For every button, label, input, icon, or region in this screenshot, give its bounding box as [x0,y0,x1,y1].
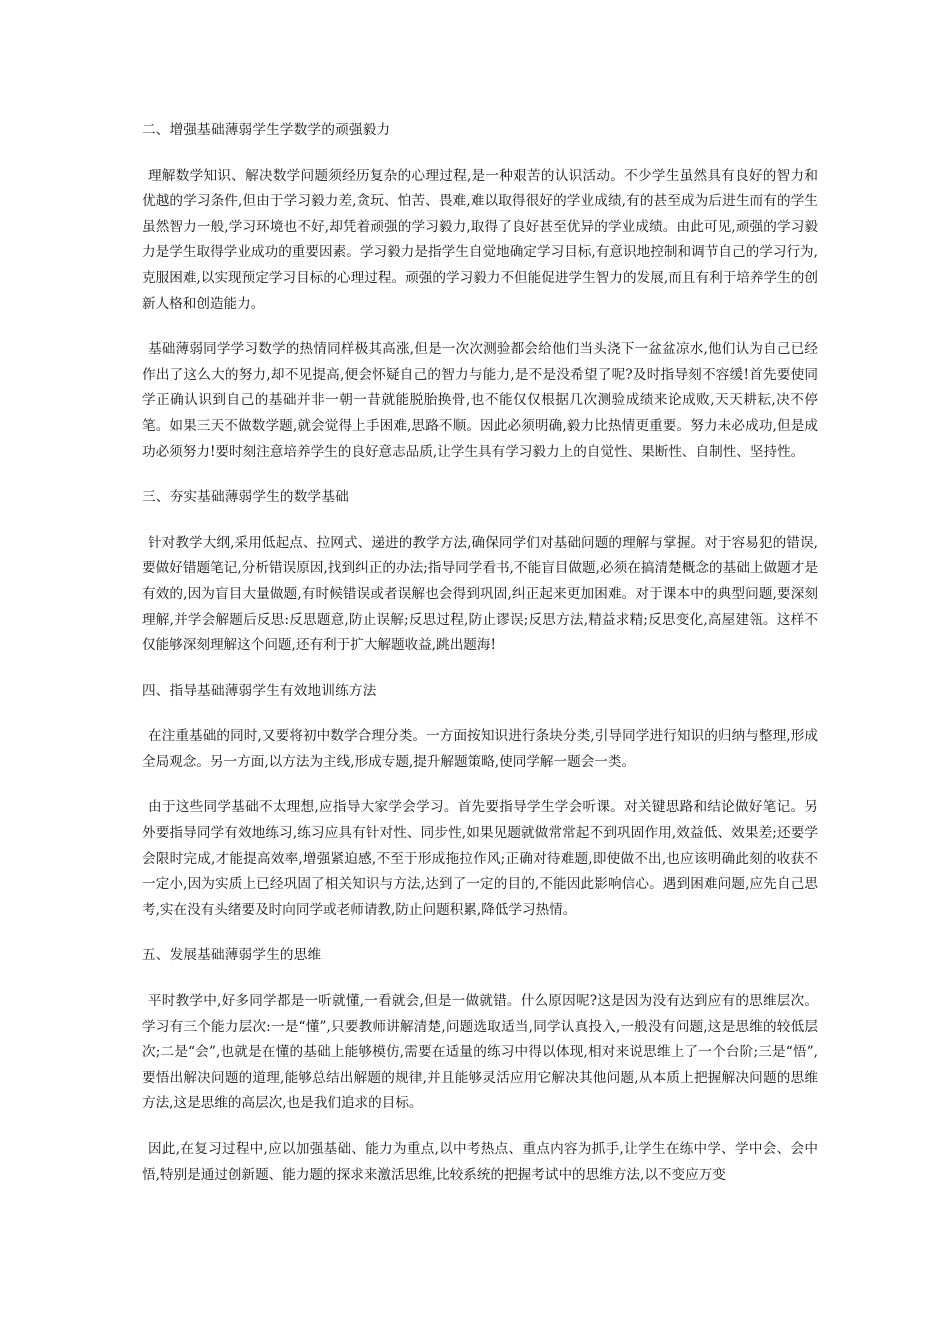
section-heading: 三、夯实基础薄弱学生的数学基础 [142,489,349,506]
section-heading: 五、发展基础薄弱学生的思维 [142,947,322,964]
section-heading: 四、指导基础薄弱学生有效地训练方法 [142,682,377,699]
paragraph: 针对教学大纲,采用低起点、拉网式、递进的教学方法,确保同学们对基础问题的理解与掌握。对于容易犯的错误,要做好错题笔记,分析错误原因,找到纠正的办法;指导同学看书,不能盲目做题,必须在搞清楚概念的基础上做题才是有效的,因为盲目大量做题,有时候错误或者误解也会得到巩固,纠正起来更加困难。对于课本中的典型问题,要深刻理解,并学会解题后反思:反思题意,防止误解;反思过程,防止谬误;反思方法,精益求精;反思变化,高屋建瓴。这样不仅能够深刻理解这个问题,还有利于扩大解题收益,跳出题海! [142,534,818,654]
paragraph: 基础薄弱同学学习数学的热情同样极其高涨,但是一次次测验都会给他们当头浇下一盆盆凉水,他们认为自己已经作出了这么大的努力,却不见提高,便会怀疑自己的智力与能力,是不是没希望了呢?及时指导刻不容缓!首先要使同学正确认识到自己的基础并非一朝一昔就能脱胎换骨,也不能仅仅根据几次测验成绩来论成败,天天耕耘,决不停笔。如果三天不做数学题,就会觉得上手困难,思路不顺。因此必须明确,毅力比热情更重要。努力未必成功,但是成功必须努力!要时刻注意培养学生的良好意志品质,让学生具有学习毅力上的自觉性、果断性、自制性、坚持性。 [142,341,818,460]
paragraph: 由于这些同学基础不太理想,应指导大家学会学习。首先要指导学生学会听课。对关键思路和结论做好笔记。另外要指导同学有效地练习,练习应具有针对性、同步性,如果见题就做常常起不到巩固作用,效益低、效果差;还要学会限时完成,才能提高效率,增强紧迫感,不至于形成拖拉作风;正确对待难题,即使做不出,也应该明确此刻的收获不一定小,因为实质上已经巩固了相关知识与方法,达到了一定的目的,不能因此影响信心。遇到困难问题,应先自己思考,实在没有头绪要及时向同学或老师请教,防止问题积累,降低学习热情。 [142,799,818,918]
paragraph: 因此,在复习过程中,应以加强基础、能力为重点,以中考热点、重点内容为抓手,让学生在练中学、学中会、会中悟,特别是通过创新题、能力题的探求来激活思维,比较系统的把握考试中的思维方法,以不变应万变 [142,1141,818,1183]
document-body [142,118,818,1188]
paragraph: 在注重基础的同时,又要将初中数学合理分类。一方面按知识进行条块分类,引导同学进行知识的归纳与整理,形成全局观念。另一方面,以方法为主线,形成专题,提升解题策略,使同学解一题会一类。 [142,728,818,770]
paragraph: 平时教学中,好多同学都是一听就懂,一看就会,但是一做就错。什么原因呢?这是因为没有达到应有的思维层次。学习有三个能力层次:一是“懂”,只要教师讲解清楚,问题选取适当,同学认真投入,一般没有问题,这是思维的较低层次;二是“会”,也就是在懂的基础上能够模仿,需要在适量的练习中得以体现,相对来说思维上了一个台阶;三是“悟”,要悟出解决问题的道理,能够总结出解题的规律,并且能够灵活应用它解决其他问题,从本质上把握解决问题的思维方法,这是思维的高层次,也是我们追求的目标。 [142,993,818,1112]
section-heading: 二、增强基础薄弱学生学数学的顽强毅力 [142,122,391,138]
paragraph: 理解数学知识、解决数学问题须经历复杂的心理过程,是一种艰苦的认识活动。不少学生虽然具有良好的智力和优越的学习条件,但由于学习毅力差,贪玩、怕苦、畏难,难以取得很好的学业成绩,有的甚至成为后进生而有的学生虽然智力一般,学习环境也不好,却凭着顽强的学习毅力,取得了良好甚至优异的学业成绩。由此可见,顽强的学习毅力是学生取得学业成功的重要因素。学习毅力是指学生自觉地确定学习目标,有意识地控制和调节自己的学习行为,克服困难,以实现预定学习目标的心理过程。顽强的学习毅力不但能促进学生智力的发展,而且有利于培养学生的创新人格和创造能力。 [142,167,818,312]
